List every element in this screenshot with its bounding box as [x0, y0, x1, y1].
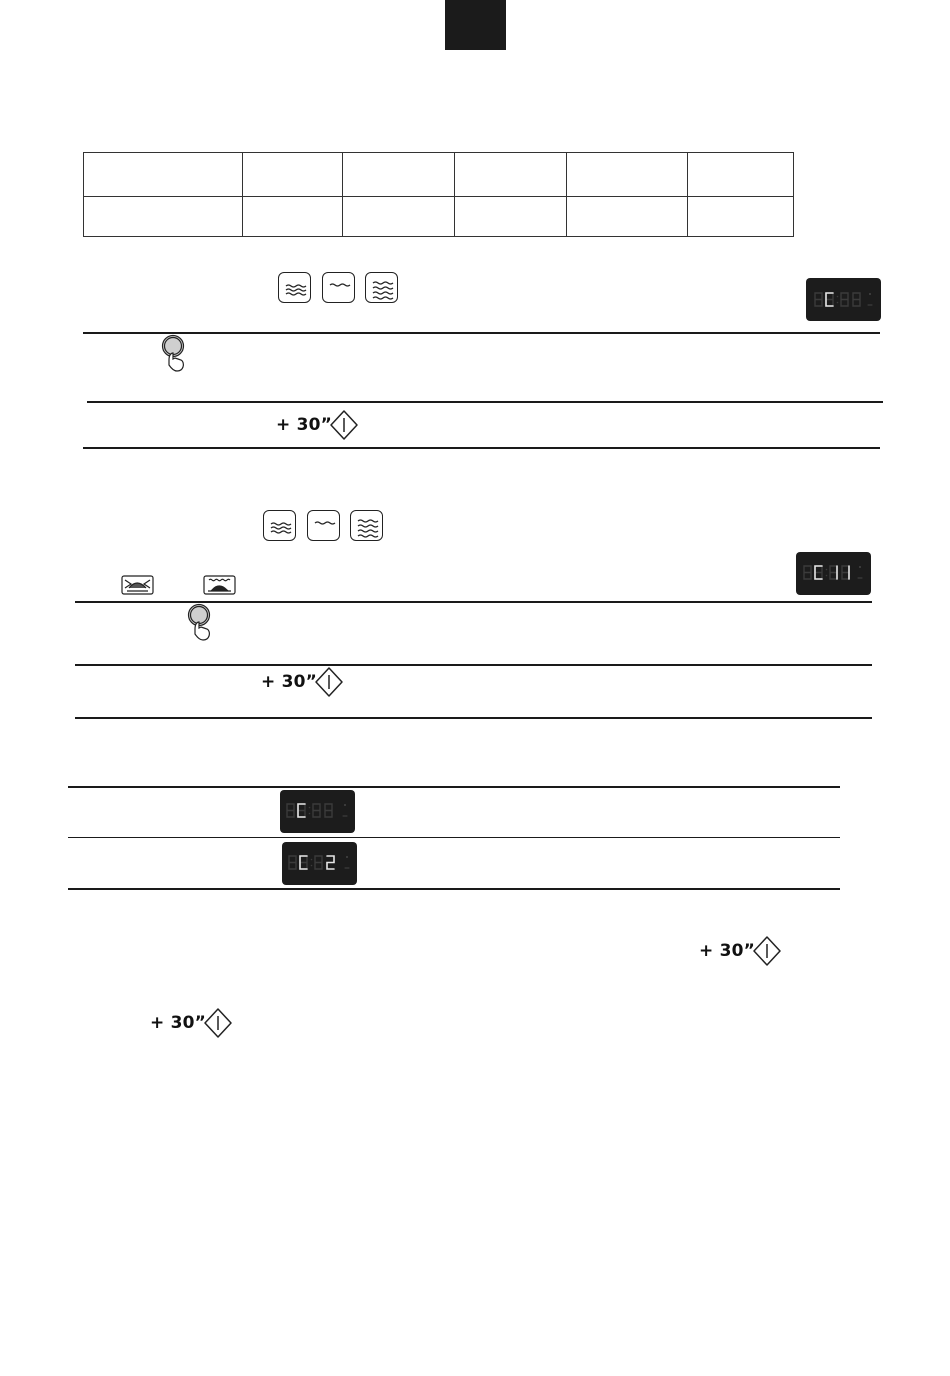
- divider: [83, 447, 880, 449]
- table-cell: [455, 153, 567, 197]
- table-cell: [688, 197, 794, 237]
- divider: [68, 837, 840, 838]
- grill-icon: [121, 575, 154, 595]
- display-panel: [796, 552, 871, 595]
- section-tab-marker: [445, 0, 506, 50]
- microwave-combi-icon[interactable]: [350, 510, 383, 541]
- table-row: [84, 197, 794, 237]
- knob-with-hand-icon[interactable]: [160, 334, 188, 372]
- divider: [75, 664, 872, 666]
- table-cell: [455, 197, 567, 237]
- knob-with-hand-icon[interactable]: [186, 603, 214, 641]
- microwave-high-icon[interactable]: [278, 272, 311, 303]
- start-diamond-icon[interactable]: [203, 1007, 233, 1039]
- microwave-combi-icon[interactable]: [365, 272, 398, 303]
- divider: [68, 888, 840, 890]
- microwave-low-icon[interactable]: [307, 510, 340, 541]
- convection-icon: [203, 575, 236, 595]
- table-cell: [84, 197, 243, 237]
- table-cell: [84, 153, 243, 197]
- table-cell: [567, 197, 688, 237]
- table-cell: [343, 197, 455, 237]
- settings-table: [83, 152, 794, 237]
- divider: [68, 786, 840, 788]
- display-digits: [806, 278, 881, 321]
- table-cell: [567, 153, 688, 197]
- display-digits: [280, 790, 355, 833]
- start-diamond-icon[interactable]: [752, 935, 782, 967]
- table-cell: [688, 153, 794, 197]
- display-panel: [280, 790, 355, 833]
- plus-30-label: + 30”: [150, 1013, 206, 1033]
- table-cell: [343, 153, 455, 197]
- start-diamond-icon[interactable]: [329, 409, 359, 441]
- start-diamond-icon[interactable]: [314, 666, 344, 698]
- microwave-low-icon[interactable]: [322, 272, 355, 303]
- plus-30-label: + 30”: [699, 941, 755, 961]
- table-cell: [243, 153, 343, 197]
- divider: [83, 332, 880, 334]
- display-panel: [806, 278, 881, 321]
- table-row: [84, 153, 794, 197]
- divider: [87, 401, 883, 403]
- plus-30-label: + 30”: [276, 415, 332, 435]
- divider: [75, 717, 872, 719]
- display-digits: [282, 842, 357, 885]
- display-digits: [796, 552, 871, 595]
- plus-30-label: + 30”: [261, 672, 317, 692]
- microwave-high-icon[interactable]: [263, 510, 296, 541]
- display-panel: [282, 842, 357, 885]
- table-cell: [243, 197, 343, 237]
